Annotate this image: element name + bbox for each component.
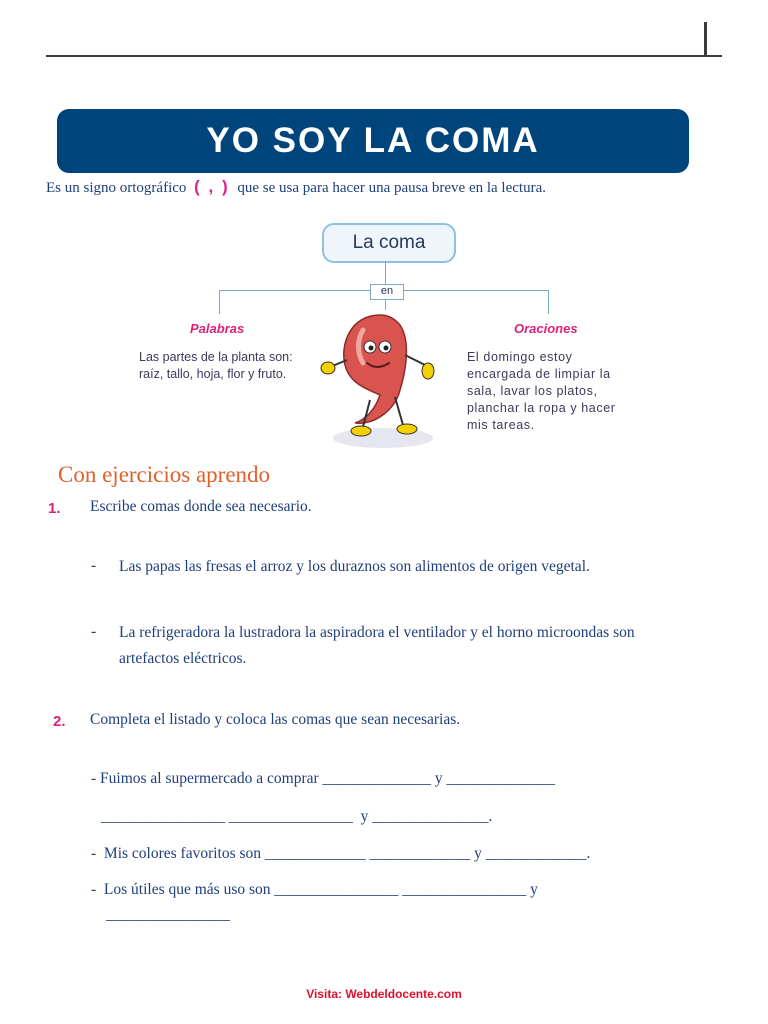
header-tick bbox=[704, 22, 707, 55]
exercise-item: Las papas las fresas el arroz y los duraznos son alimentos de origen vegetal. bbox=[119, 558, 590, 575]
branch-title-words: Palabras bbox=[190, 321, 245, 336]
header-rule bbox=[46, 55, 722, 57]
exercise-instruction: Escribe comas donde sea necesario. bbox=[90, 498, 312, 515]
comma-symbol: ( , ) bbox=[194, 177, 230, 196]
exercise-number: 2. bbox=[53, 713, 66, 730]
list-bullet: - bbox=[91, 557, 97, 574]
branch-text-words: Las partes de la planta son: raíz, tallo, hoja, flor y fruto. bbox=[139, 350, 293, 381]
fill-in-line: ________________ ________________ y _______________. bbox=[101, 808, 493, 825]
fill-in-line: - Mis colores favoritos son _____________ _____________ y _____________. bbox=[91, 845, 591, 862]
branch-text-sentences: El domingo estoy encargada de limpiar la sala, lavar los platos, planchar la ropa y hacer mis tareas. bbox=[467, 350, 616, 432]
definition-after: que se usa para hacer una pausa breve en la lectura. bbox=[237, 180, 546, 196]
exercise-item: La refrigeradora la lustradora la aspiradora el ventilador y el horno microondas son artefactos eléctricos. bbox=[119, 624, 635, 667]
page-title: YO SOY LA COMA bbox=[206, 121, 540, 160]
definition-line bbox=[46, 177, 546, 197]
exercise-instruction: Completa el listado y coloca las comas que sean necesarias. bbox=[90, 711, 461, 728]
section-heading: Con ejercicios aprendo bbox=[58, 462, 271, 487]
branch-title-sentences: Oraciones bbox=[514, 321, 578, 336]
connector-label: en bbox=[370, 284, 404, 300]
concept-center-label: La coma bbox=[352, 232, 426, 253]
concept-box bbox=[322, 223, 456, 263]
exercise-number: 1. bbox=[48, 500, 61, 517]
fill-in-line: - Los útiles que más uso son ________________ ________________ y bbox=[91, 881, 538, 898]
definition-before: Es un signo ortográfico bbox=[46, 180, 187, 196]
title-banner bbox=[57, 109, 689, 173]
mascot-shadow bbox=[333, 428, 433, 448]
connector-line bbox=[548, 290, 549, 314]
comma-mascot-illustration bbox=[315, 305, 445, 455]
connector-line bbox=[219, 290, 220, 314]
fill-in-line: - Fuimos al supermercado a comprar ______________ y ______________ bbox=[91, 770, 556, 787]
fill-in-line: ________________ bbox=[106, 906, 230, 923]
list-bullet: - bbox=[91, 623, 97, 640]
footer-link[interactable]: Visita: Webdeldocente.com bbox=[306, 987, 462, 1001]
